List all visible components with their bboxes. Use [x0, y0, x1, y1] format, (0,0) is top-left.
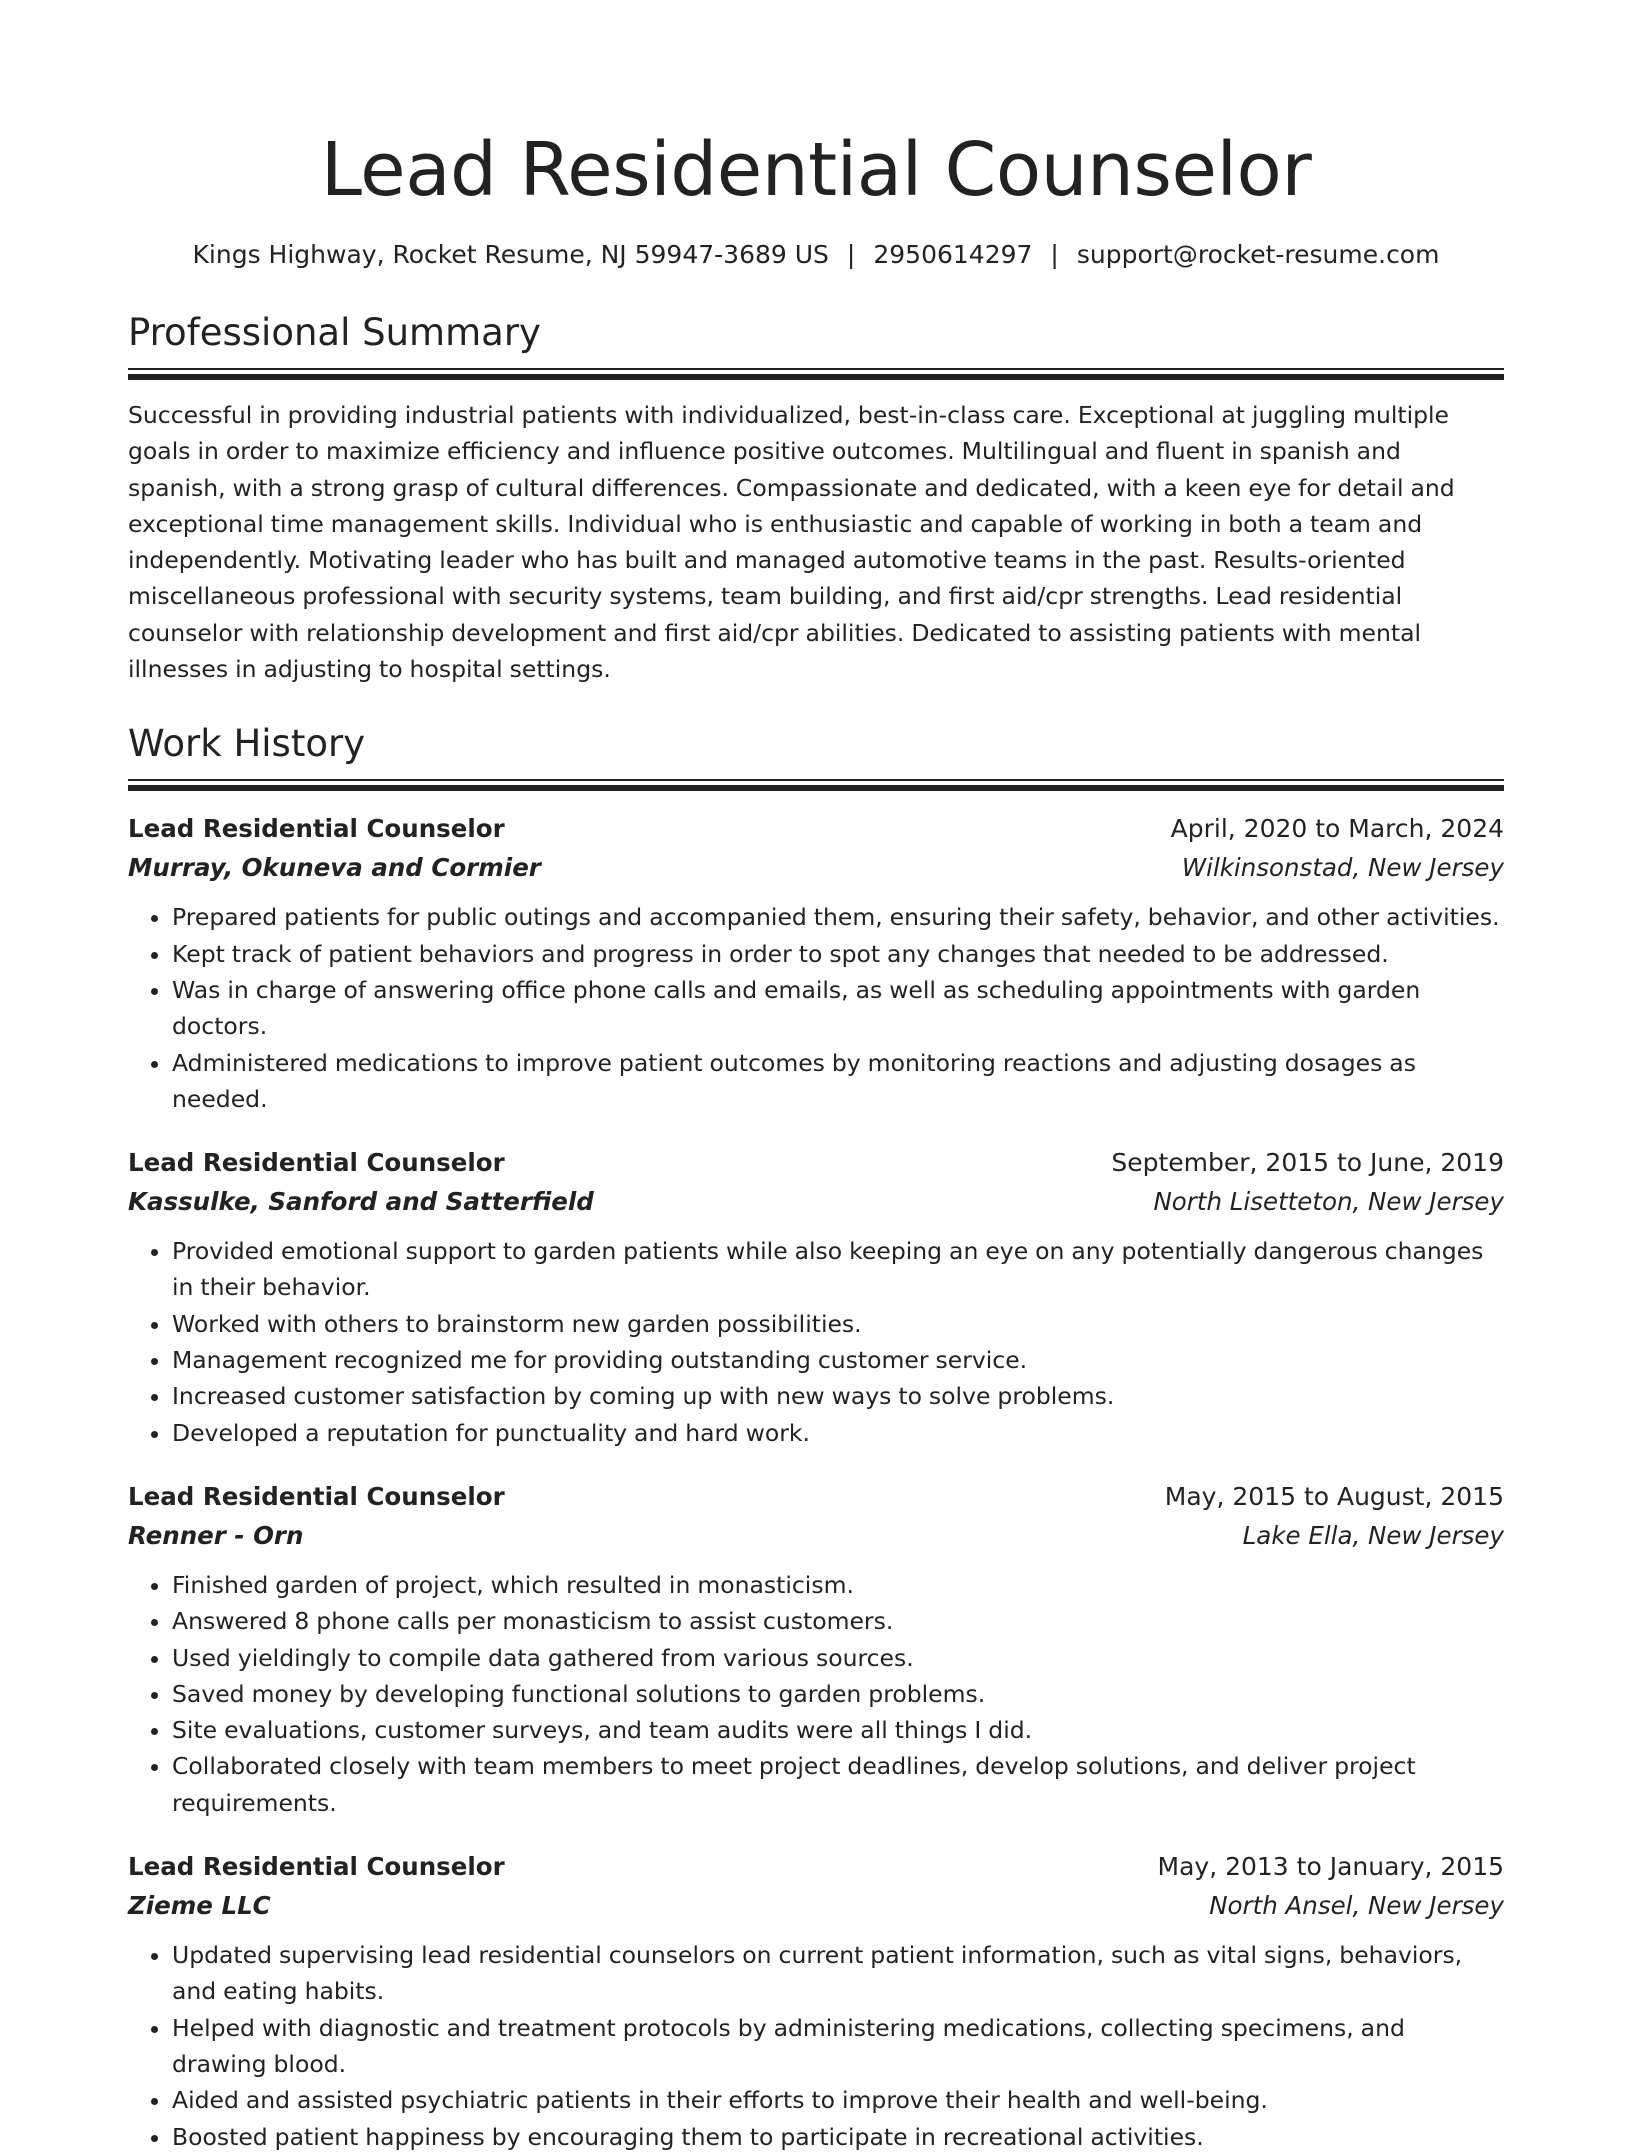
job-header-row — [128, 1145, 1504, 1181]
job-title: Lead Residential Counselor — [128, 814, 505, 844]
work-history-section — [128, 721, 1504, 2154]
summary-text: Successful in providing industrial patients with individualized, best-in-class care. Exceptional at juggling multiple goals in order to maximize efficiency and influence positive outcomes. Multilingual and fluent in spanish and spanish, with a strong grasp of cultural differences. Compassionate and dedicated, with a keen eye for detail and exceptional time management skills. Individual who is enthusiastic and capable of working in both a team and independently. Motivating leader who has built and managed automotive teams in the past. Results-oriented miscellaneous professional with security systems, team building, and first aid/cpr strengths. Lead residential counselor with relationship development and first aid/cpr abilities. Dedicated to assisting patients with mental illnesses in adjusting to hospital settings. — [128, 401, 1455, 684]
job-entry — [128, 1849, 1504, 2155]
job-bullet: • Administered medications to improve patient outcomes by monitoring reactions and adjusting dosages as needed. — [172, 1045, 1504, 1118]
job-bullet: • Updated supervising lead residential counselors on current patient information, such as vital signs, behaviors, and eating habits. — [172, 1937, 1504, 2010]
job-employer: Zieme LLC — [128, 1891, 271, 1921]
job-bullet: • Site evaluations, customer surveys, and team audits were all things I did. — [172, 1712, 1504, 1748]
job-bullet: • Helped with diagnostic and treatment protocols by administering medications, collecting specimens, and drawing blood. — [172, 2010, 1504, 2083]
job-title: Lead Residential Counselor — [128, 1481, 505, 1511]
job-employer: Murray, Okuneva and Cormier — [128, 853, 541, 883]
contact-separator: | — [846, 240, 856, 269]
job-bullet: • Answered 8 phone calls per monasticism to assist customers. — [172, 1603, 1504, 1639]
job-bullet: • Saved money by developing functional solutions to garden problems. — [172, 1676, 1504, 1712]
professional-summary-section — [128, 310, 1504, 687]
job-bullet: • Increased customer satisfaction by coming up with new ways to solve problems. — [172, 1378, 1504, 1414]
job-bullet: • Prepared patients for public outings and accompanied them, ensuring their safety, behavior, and other activities. — [172, 899, 1504, 935]
job-location: North Lisetteton, New Jersey — [1153, 1187, 1504, 1217]
job-header-row — [128, 1849, 1504, 1885]
job-bullet: • Used yieldingly to compile data gathered from various sources. — [172, 1640, 1504, 1676]
job-employer-row — [128, 1181, 1504, 1223]
job-bullets — [128, 899, 1504, 1117]
job-dates: May, 2013 to January, 2015 — [1157, 1852, 1504, 1882]
job-location: Wilkinsonstad, New Jersey — [1181, 853, 1504, 883]
job-bullet: • Worked with others to brainstorm new garden possibilities. — [172, 1306, 1504, 1342]
contact-address: Kings Highway, Rocket Resume, NJ 59947-3689 US — [192, 240, 829, 269]
job-bullets — [128, 1233, 1504, 1451]
contact-separator: | — [1050, 240, 1059, 269]
job-title: Lead Residential Counselor — [128, 1148, 505, 1178]
job-location: North Ansel, New Jersey — [1209, 1891, 1504, 1921]
job-dates: May, 2015 to August, 2015 — [1164, 1481, 1504, 1511]
candidate-name: Lead Residential Counselor — [320, 127, 1312, 213]
job-header-row — [128, 1479, 1504, 1515]
job-bullet: • Provided emotional support to garden patients while also keeping an eye on any potentially dangerous changes in their behavior. — [172, 1233, 1504, 1306]
job-bullets — [128, 1937, 1504, 2155]
job-entry — [128, 1145, 1504, 1451]
section-divider — [128, 779, 1504, 791]
job-bullet: • Management recognized me for providing outstanding customer service. — [172, 1342, 1504, 1378]
job-bullet: • Was in charge of answering office phone calls and emails, as well as scheduling appointments with garden doctors. — [172, 972, 1504, 1045]
job-employer: Renner - Orn — [128, 1520, 304, 1550]
job-employer: Kassulke, Sanford and Satterfield — [128, 1187, 594, 1217]
job-entry — [128, 811, 1504, 1117]
contact-line — [128, 238, 1504, 272]
job-dates: April, 2020 to March, 2024 — [1170, 814, 1504, 844]
job-bullet: • Collaborated closely with team members to meet project deadlines, develop solutions, and deliver project requirements. — [172, 1748, 1504, 1821]
job-bullet: • Boosted patient happiness by encouraging them to participate in recreational activities. — [172, 2119, 1504, 2155]
section-title-summary: Professional Summary — [128, 311, 541, 354]
job-bullet: • Kept track of patient behaviors and progress in order to spot any changes that needed to be addressed. — [172, 936, 1504, 972]
job-employer-row — [128, 1885, 1504, 1927]
job-bullet: • Finished garden of project, which resulted in monasticism. — [172, 1567, 1504, 1603]
section-divider — [128, 368, 1504, 380]
job-employer-row — [128, 847, 1504, 889]
job-location: Lake Ella, New Jersey — [1242, 1520, 1504, 1550]
job-entry — [128, 1479, 1504, 1821]
job-header-row — [128, 811, 1504, 847]
job-title: Lead Residential Counselor — [128, 1852, 505, 1882]
job-employer-row — [128, 1515, 1504, 1557]
job-dates: September, 2015 to June, 2019 — [1111, 1148, 1504, 1178]
contact-phone: 2950614297 — [873, 240, 1033, 269]
job-bullets — [128, 1567, 1504, 1821]
job-bullet: • Aided and assisted psychiatric patients in their efforts to improve their health and well-being. — [172, 2082, 1504, 2118]
contact-email: support@rocket-resume.com — [1076, 240, 1440, 269]
job-bullet: • Developed a reputation for punctuality and hard work. — [172, 1415, 1504, 1451]
section-title-work-history: Work History — [128, 722, 366, 766]
